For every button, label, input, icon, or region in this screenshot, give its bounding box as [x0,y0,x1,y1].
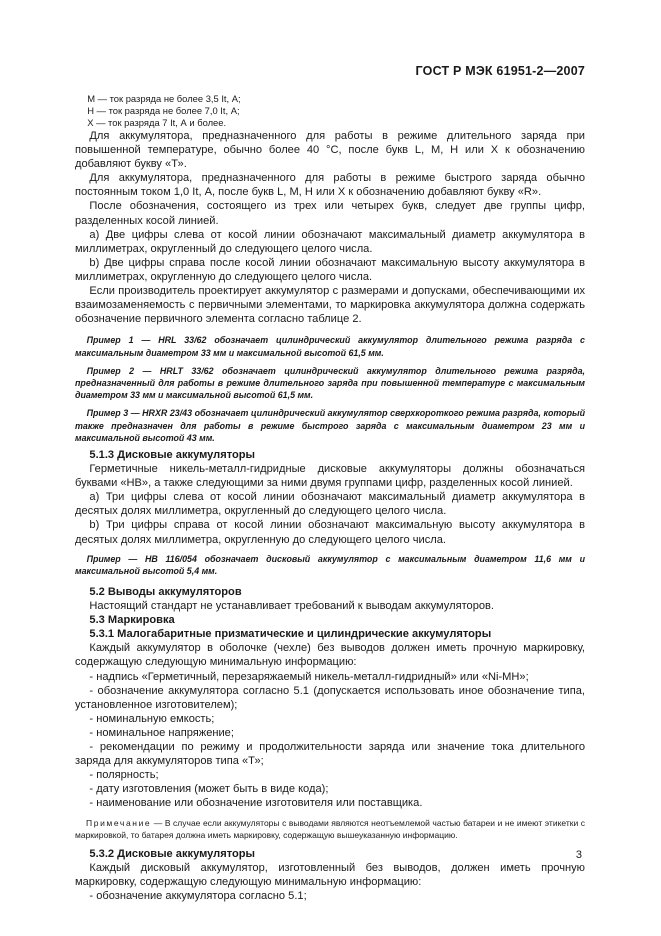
list-item-b: b) Две цифры справа после косой линии обозначают максимальную высоту аккумулятора в миллиметрах, округленную до следующего целого числа. [75,256,585,283]
paragraph-letter-r: Для аккумулятора, предназначенного для работы в режиме быстрого заряда обычно постоянным током 1,0 It, А, после букв L, М, Н или Х к обозначению добавляют букву «R». [75,172,585,199]
page-body [75,93,585,903]
paragraph-5-2: Настоящий стандарт не устанавливает требований к выводам аккумуляторов. [89,600,495,613]
example-1: Пример 1 — HRL 33/62 обозначает цилиндрический аккумулятор длительного режима разряда с максимальным диаметром 33 мм и максимальной высотой 61,5 мм. [75,335,585,358]
example-disc: Пример — НВ 116/054 обозначает дисковый аккумулятор с максимальным диаметром 11,6 мм и максимальной высотой 5,4 мм. [75,553,585,576]
note [75,817,585,841]
heading-5-3-2: 5.3.2 Дисковые аккумуляторы [89,847,256,860]
note-label: Примечание [86,817,152,828]
standard-header: ГОСТ Р МЭК 61951-2—2007 [415,64,585,78]
heading-5-3-1: 5.3.1 Малогабаритные призматические и цилиндрические аккумуляторы [89,628,492,641]
marking-list-item: - дату изготовления (может быть в виде кода); [89,783,329,796]
disc-item-a: а) Три цифры слева от косой линии обозначают максимальный диаметр аккумулятора в десятых долях миллиметра, округленный до следующего целого числа. [75,491,585,518]
marking-list-item: - полярность; [89,769,159,782]
disc-item-b: b) Три цифры справа от косой линии обозначают максимальную высоту аккумулятора в десятых долях миллиметра, округленную до следующего целого числа. [75,519,585,546]
disc-marking-list-item: - обозначение аккумулятора согласно 5.1; [89,889,307,902]
heading-5-3: 5.3 Маркировка [89,614,175,627]
paragraph-5-3-1: Каждый аккумулятор в оболочке (чехле) без выводов должен иметь прочную маркировку, содержащую следующую минимальную информацию: [75,642,585,669]
list-item-a: а) Две цифры слева от косой линии обозначают максимальный диаметр аккумулятора в миллиметрах, округленный до следующего целого числа. [75,228,585,255]
paragraph-primary-cell: Если производитель проектирует аккумулятор с размерами и допусками, обеспечивающими их взаимозаменяемость с первичными элементами, то маркировка аккумулятора должна содержать обозначение первичного элемента согласно таблице 2. [75,285,585,326]
paragraph-letter-t: Для аккумулятора, предназначенного для работы в режиме длительного заряда при повышенной температуре, обычно более 40 °С, после букв L, М, Н или Х к обозначению добавляют букву «Т». [75,130,585,171]
marking-list-item: - номинальное напряжение; [89,726,234,739]
marking-list-item: - рекомендации по режиму и продолжительности заряда или значение тока длительного заряда для аккумуляторов типа «Т»; [75,741,585,768]
current-line-h: Н — ток разряда не более 7,0 It, А; [87,105,240,116]
marking-list-item: - надпись «Герметичный, перезаряжаемый никель-металл-гидридный» или «Ni-MH»; [89,670,529,683]
heading-5-1-3: 5.1.3 Дисковые аккумуляторы [89,448,256,461]
example-3: Пример 3 — HRXR 23/43 обозначает цилиндрический аккумулятор сверхкороткого режима разряда, который также предназначен для работы в режиме быстрого заряда с максимальным диаметром 23 мм и максимальной высотой 43 мм. [75,408,585,443]
page-number: 3 [575,849,582,861]
current-line-m: М — ток разряда не более 3,5 It, А; [87,93,241,104]
note-text: — В случае если аккумуляторы с выводами являются неотъемлемой частью батареи и не имеют этикетки с маркировкой, то батарея должна иметь маркировку, содержащую вышеуказанную информацию. [75,817,585,840]
heading-5-2: 5.2 Выводы аккумуляторов [89,586,242,598]
current-line-x: Х — ток разряда 7 It, А и более. [87,117,227,128]
marking-list-item: - номинальную емкость; [89,712,215,725]
example-2: Пример 2 — HRLT 33/62 обозначает цилиндрический аккумулятор длительного режима разряда, предназначенный для работы в режиме длительного заряда при повышенной температуре с максимальным диаметром 33 мм и максимальной высотой 61,5 мм. [75,365,585,401]
paragraph-hb: Герметичные никель-металл-гидридные дисковые аккумуляторы должны обозначаться буквами «НВ», а также следующими за ними двумя группами цифр, разделенных косой линией. [75,463,585,490]
paragraph-5-3-2: Каждый дисковый аккумулятор, изготовленный без выводов, должен иметь прочную маркировку, содержащую следующую минимальную информацию: [75,861,585,888]
marking-list-item: - обозначение аккумулятора согласно 5.1 (допускается использовать иное обозначение типа, установленное изготовителем); [75,684,585,711]
marking-list-item: - наименование или обозначение изготовителя или поставщика. [89,797,423,810]
paragraph-digit-groups: После обозначения, состоящего из трех или четырех букв, следует две группы цифр, разделенных косой линией. [75,200,585,227]
